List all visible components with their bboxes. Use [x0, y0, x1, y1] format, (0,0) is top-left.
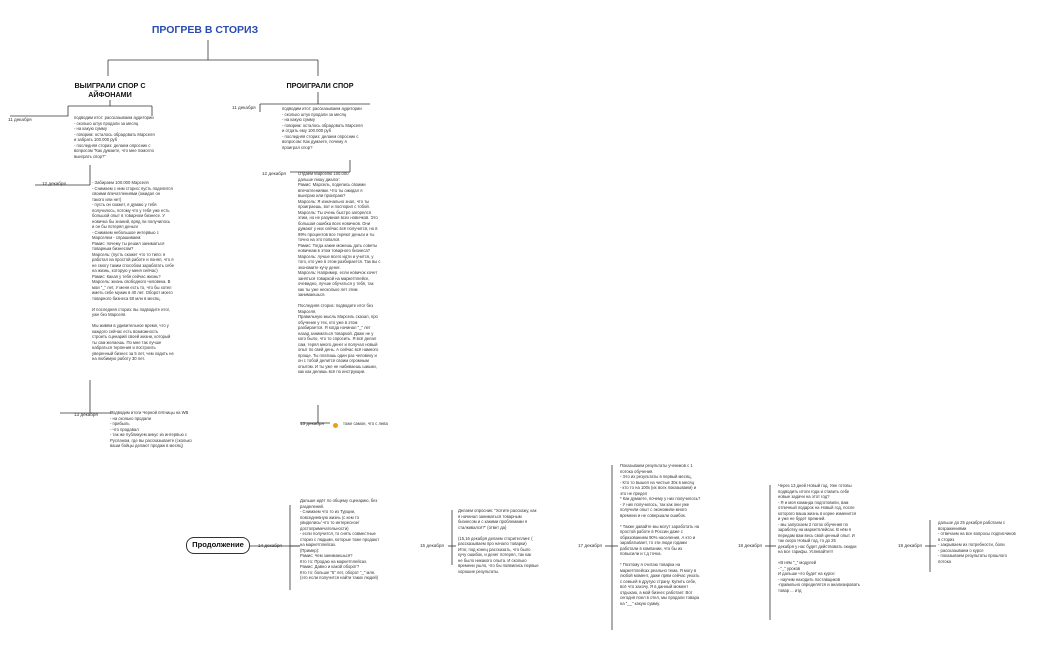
branch-title-won: ВЫИГРАЛИ СПОР С АЙФОНАМИ: [74, 81, 146, 99]
lost-node-11: подводим итог: рассказываем аудитории - сколько штук продали за месяц - на какую сумму - говорим: осталось обрадовать Марселя и отдать ему 100.000 руб - последняя сториз: делаем опросник с вопросом: Как думаете, почему я проиграл спор?: [282, 106, 363, 150]
won-node-11: подводим итог: рассказываем аудитории - сколько штук продали за месяц - на какую сумму - говорим: осталось обрадовать Марселя и забрать 100.000 руб - последняя сториз: делаем опросник с вопросом "Как думаете, что мне помогло выиграть спор?": [74, 115, 155, 159]
cont-node-19: дальше до 25 декабря работаем с возражениями - отвечаем на все вопросы подписчиков в сториз - закрываем их потребности, боли - рассказываем о курсе - показываем результаты прошлого потока: [938, 520, 1016, 564]
page-title: ПРОГРЕВ В СТОРИЗ: [151, 24, 259, 36]
lost-node-12: Отдаём Марселю 100.000 дальше пишу диалог: Рамис: Марсель, поделись своими впечатлениями. Что ты ожидал я выиграю или проиграю? Марсель: Я изначально знал, что ты проиграешь, вот и поспорил с тобой. Марсель: Ты очень быстро загорелся этим, но не разумная всех новичков. Это большая ошибка всех новичков. Они думают у них сейчас всё получится, но в 99% процентов все теряют деньги и ты точно на это попался. Рамис: Тогда какие можешь дать советы новичкам в этом товарного бизнеса? Марсель: лучше всего идти и учится, у того, кто уже в этом разбирается. Так вы с экономите кучу денег. Марсель: Например, если новичок хочет заняться товаркой на маркетплейсе, очевидно, лучше обучаться у тебя, так как ты уже несколько лет этим занимаешься. Последняя сториз: подводите итог без Марселя. Правильную мысль Марсель сказал, про обучение у тех, кто уже в этом разбирается. Я когда начинал "_" лет назад заниматься товаркой. Даже не у кого было, что то спросить. Я всё делал сам, терял много денег и получал новый опыт по свей день. А сейчас всё намного проще. Ты платишь один раз человеку и он с тобой делится своим огромным опытом. И ты уже не набиваешь шишки, как как делишь всё по инструкции.: [298, 171, 381, 374]
won-date-12: 12 декабря: [42, 181, 66, 186]
won-date-11: 11 декабря: [8, 117, 32, 122]
cont-date-18: 18 декабря: [738, 543, 762, 548]
won-node-13: Подводим итоги Черной пятницы на WB - на сколько продали - прибыль - что продавал - так же публикуем анкус из интервью с Русланом, где вы рассказываете (сколько ваши бойцы делают продаж в месяц): [110, 410, 192, 448]
branch-title-lost: ПРОИГРАЛИ СПОР: [286, 81, 354, 90]
emoji-icon: [333, 423, 338, 428]
lost-date-11: 11 декабря: [232, 105, 256, 110]
cont-node-15: Делаем опросник: "Хотите расскажу, как я начинал заниматься товарным бизнесом и с какими проблемами я сталкивался?" (ответ да) (15,16 декабря делаем сторителлинг ( рассказываем про начало товарки) Итог, под конец рассказать, что было кучу ошибок, и денег потерял, так как не было никакого опыта. И сколько времени ушло, что бы появились первые хорошие результаты.: [458, 508, 539, 574]
cont-date-19: 19 декабря: [898, 543, 922, 548]
lost-node-13: тоже самое, что с лева: [343, 421, 388, 426]
lost-date-12: 12 декабря: [262, 171, 286, 176]
cont-node-17: Показываем результаты учеников с 1 потока обучения. - Это их результаты в первый месяц, - Кто то вышел на чистые 30к в месяц - кто то на 100к (их всех показываем) и это не предел * Как думаете, почему у них получилось? - У них получилось, так как они уже получили опыт с экономили много времени и не совершали ошибок. * Также давайте мы могут заработать на простой работе в России даже с образованием 90% населения, А кто и зарабатывает, то эти люди годами работали в компании, что бы их повысили и т.д точка. * Поэтому я считаю товарка на маркетплейсах реально тема. Я могу в любой момент, даже прям сейчас уехать с семьей в другую страну. Купить себе, всё что захочу. Я в данный момент отдыхаю, а мой бизнес работает. Вот сегодня поел в отел, мы продали товара на "__" какую сумму.: [620, 463, 701, 606]
cont-date-14: 14 декабря: [258, 543, 282, 548]
won-date-13: 13 декабря: [74, 412, 98, 417]
cont-date-17: 17 декабря: [578, 543, 602, 548]
won-node-12: - Забираем 100.000 Марселя - Снимаем с ним сториз: пусть поделится своими впечатлениями (ожидал он такого или нет) - пусть он скажет, я думаю у тебя получилось, потому что у тебя уже есть большой опыт в товарном бизнесе. У новичка бы знаний, вряд ли получилось и он бы потерял деньги - Снимаем небольшое интервью с Марселем - спрашиваем: Рамис: почему ты решил заниматься товарным бизнесом? Марсель: (пусть скажет что то типо: я работал на простой работе и понял, что я не смогу таким способом зарабатать себе на жизнь, которую у меня сейчас) Рамис: Какая у тебя сейчас жизнь? Марсель: жизнь свободного человека. В мои "_" лет, У меня есть то, что бы хотел иметь себе мужик в 40 лет. Оборот моего товарного бизнеса 50 млн в месяц. И последняя сториз: вы подводите итог, уже без Марселя. Мы живём в удивительное время, что у каждого сейчас есть возможность строить сценарий своей жизни, который ты сам желаешь. По мне так лучше набраться терпения и построить уверенный бизнес за 5 лет, чем ходить не на любимую работу 30 лет.: [92, 180, 175, 361]
cont-date-15: 15 декабря: [420, 543, 444, 548]
continuation-node: Продолжение: [186, 537, 250, 554]
cont-node-14: Дальше идёт по общему сценарию, без разделений. - Снимаем что то из Турции, повседневную жизнь (с кем то увиделись/ что то интересное/ достопримечательности) - если получится, то снять совместные сториз с людьми, которые тоже продают на маркетплейсах. (Пример): Рамис: Чем занимаешься? Кто то: Продаю на маркетплейсах. Рамис: Давно и какой оборот? Кто то: больше "5" лет, оборот "_" млн. (это если получится найти таких людей): [300, 498, 380, 580]
cont-node-18: Через 13 дней Новый год. Уже готовы подводить итоги года и ставить себе новые задачи на этот год? - Я и моя команда подготовили, вам отличный подарок на Новый год, после которого ваша жизнь в корне изменится и уже не будет прежней. - мы запускаем 2 поток обучения по заработку на маркетплейсах. В нём я передам вам весь свой ценный опыт. И так скоро Новый год, то до 25 декабря у нас будет действовать скидки на все тарифы. Успевайте!!! «В нём "_" модулей - "_" уроков И дальше что будет на курсе: - научим находить поставщиков -правильно определятся и анализировать товар ... итд: [778, 483, 860, 593]
lost-date-13: 13 декабря: [300, 421, 324, 426]
